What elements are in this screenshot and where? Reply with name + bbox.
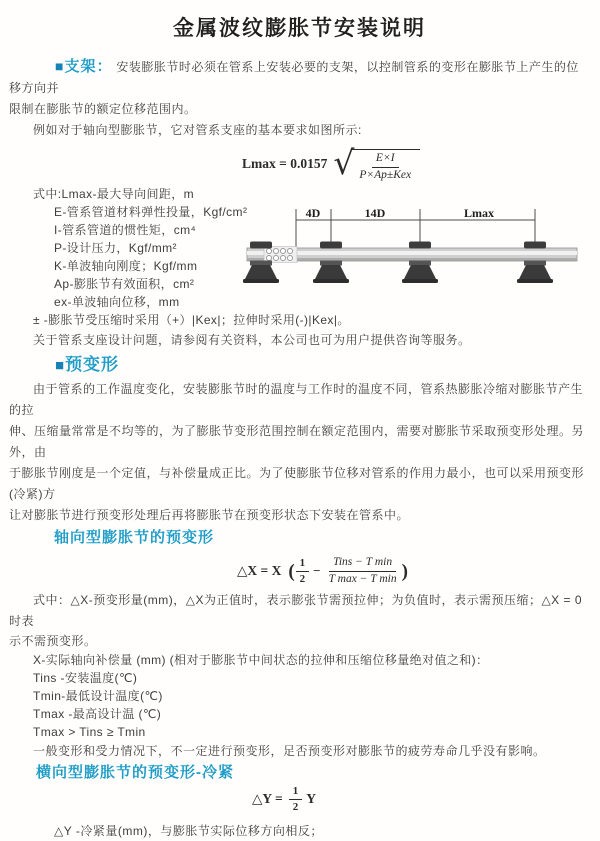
predeform-section-header <box>55 354 590 377</box>
fraction-numerator: 1 <box>289 785 303 800</box>
formula-dy-rhs: Y <box>306 791 316 806</box>
fraction-denominator: T max − T min <box>328 572 397 585</box>
open-paren: ( <box>288 560 295 582</box>
formula-dx-lhs: △X = X <box>237 563 282 578</box>
support-section-label <box>55 58 112 75</box>
radical-sign-icon: √ <box>333 143 355 183</box>
axial-desc-line2: 示不需预变形。 <box>9 634 97 648</box>
definition-item: Ap-膨胀节有效面积，cm² <box>54 277 195 291</box>
half-fraction <box>296 557 310 585</box>
sqrt-content <box>351 149 420 181</box>
half-fraction <box>289 785 303 813</box>
close-paren: ) <box>401 560 408 582</box>
fraction-denominator: 2 <box>292 800 299 813</box>
formula-lmax <box>242 145 590 183</box>
support-note: 关于管系支座设计问题，请参阅有关资料，本公司也可为用户提供咨询等服务。 <box>33 333 471 347</box>
predeform-paragraph-line: 伸、压缩量常常是不均等的，为了膨胀节变形范围控制在额定范围内，需要对膨胀节采取预变形处理。另外，由 <box>9 424 585 459</box>
support-paragraph-line3: 例如对于轴向型膨胀节，它对管系支座的基本要求如图所示: <box>33 123 362 137</box>
sqrt-radical <box>333 143 420 183</box>
dimension-label-lmax: Lmax <box>464 206 494 220</box>
formula-lmax-fraction <box>355 152 415 181</box>
definition-plusminus: ± -膨胀节受压缩时采用（+）|Kex|；拉伸时采用(-)|Kex|。 <box>33 313 350 327</box>
formula-delta-y <box>252 785 590 813</box>
axial-definition: X-实际轴向补偿量 (mm) (相对于膨胀节中间状态的拉伸和压缩位移量绝对值之和)： <box>33 653 489 667</box>
formula-delta-x <box>237 554 590 588</box>
predeform-paragraph-line: 由于管系的工作温度变化，安装膨胀节时的温度与工作时的温度不同，管系热膨胀冷缩对膨胀节产生的拉 <box>9 382 584 417</box>
definition-item: E-管系管道材料弹性投量，Kgf/cm² <box>54 205 248 219</box>
predeform-paragraph-line: 让对膨胀节进行预变形处理后再将膨胀节在预变形状态下安装在管系中。 <box>9 508 410 522</box>
fraction-numerator: 1 <box>296 557 310 572</box>
definition-item: ex-单波轴向位移，mm <box>54 295 180 309</box>
section-bullet-icon: ■ <box>55 357 66 374</box>
dimension-label-14d: 14D <box>364 206 386 220</box>
definition-item: P-设计压力，Kgf/mm² <box>54 241 177 255</box>
support-paragraph-line2: 限制在膨胀节的额定位移范围内。 <box>9 102 197 116</box>
minus-operator: − <box>313 563 321 578</box>
axial-definition: Tmax -最高设计温 (℃) <box>33 707 162 721</box>
fraction-numerator: Tins − T min <box>329 556 396 571</box>
axial-definition: Tins -安装温度(℃) <box>33 671 138 685</box>
fraction-denominator: P×Ap±Kex <box>359 168 412 181</box>
bellows-icon <box>264 247 297 263</box>
support-paragraph-line1 <box>9 56 590 99</box>
predeform-paragraph-line: 于膨胀节刚度是一个定值，与补偿量成正比。为了使膨胀节位移对管系的作用力最小，也可以采用预变形(冷紧)方 <box>9 466 585 501</box>
definition-intro: 式中:Lmax-最大导向间距，m <box>33 187 195 201</box>
axial-note: 一般变形和受力情况下，不一定进行预变形，足否预变形对膨胀节的疲劳寿命几乎没有影响。 <box>33 744 546 758</box>
fraction-numerator: E×I <box>372 152 399 167</box>
document-page <box>0 12 600 838</box>
axial-definition: Tmin-最低设计温度(℃) <box>33 689 163 703</box>
definition-item: I-管系管道的惯性矩，cm⁴ <box>54 223 197 237</box>
lateral-note: △Y -冷紧量(mm)，与膨胀节实际位移方向相反； <box>54 824 323 838</box>
pipe-support-diagram <box>247 206 595 302</box>
section-bullet-icon: ■ <box>55 58 65 74</box>
axial-desc-line1: 式中：△X-预变形量(mm)，△X为正值时，表示膨张节需预拉伸；为负值时，表示需预压缩；△X = 0时表 <box>9 593 583 628</box>
page-title: 金属波纹膨胀节安装说明 <box>173 17 426 40</box>
axial-definition: Tmax > Tins ≥ Tmin <box>33 725 146 739</box>
support-section-title: 支架： <box>64 58 113 75</box>
formula-dy-lhs: △Y = <box>252 791 283 806</box>
predeform-section-title: 预变形 <box>65 355 120 374</box>
axial-subsection-header: 轴向型膨胀节的预变形 <box>54 529 215 546</box>
definition-item: K-单波轴向刚度；Kgf/mm <box>54 259 198 273</box>
lateral-subsection-header: 横向型膨胀节的预变形-冷紧 <box>36 764 234 781</box>
fraction-denominator: 2 <box>299 572 306 585</box>
dimension-label-4d: 4D <box>305 206 321 220</box>
formula-lmax-lhs: Lmax = 0.0157 <box>242 156 328 171</box>
temperature-fraction <box>325 556 401 585</box>
support-paragraph-text: 安装膨胀节时必须在管系上安装必要的支架，以控制管系的变形在膨胀节上产生的位移方向并 <box>9 60 579 95</box>
